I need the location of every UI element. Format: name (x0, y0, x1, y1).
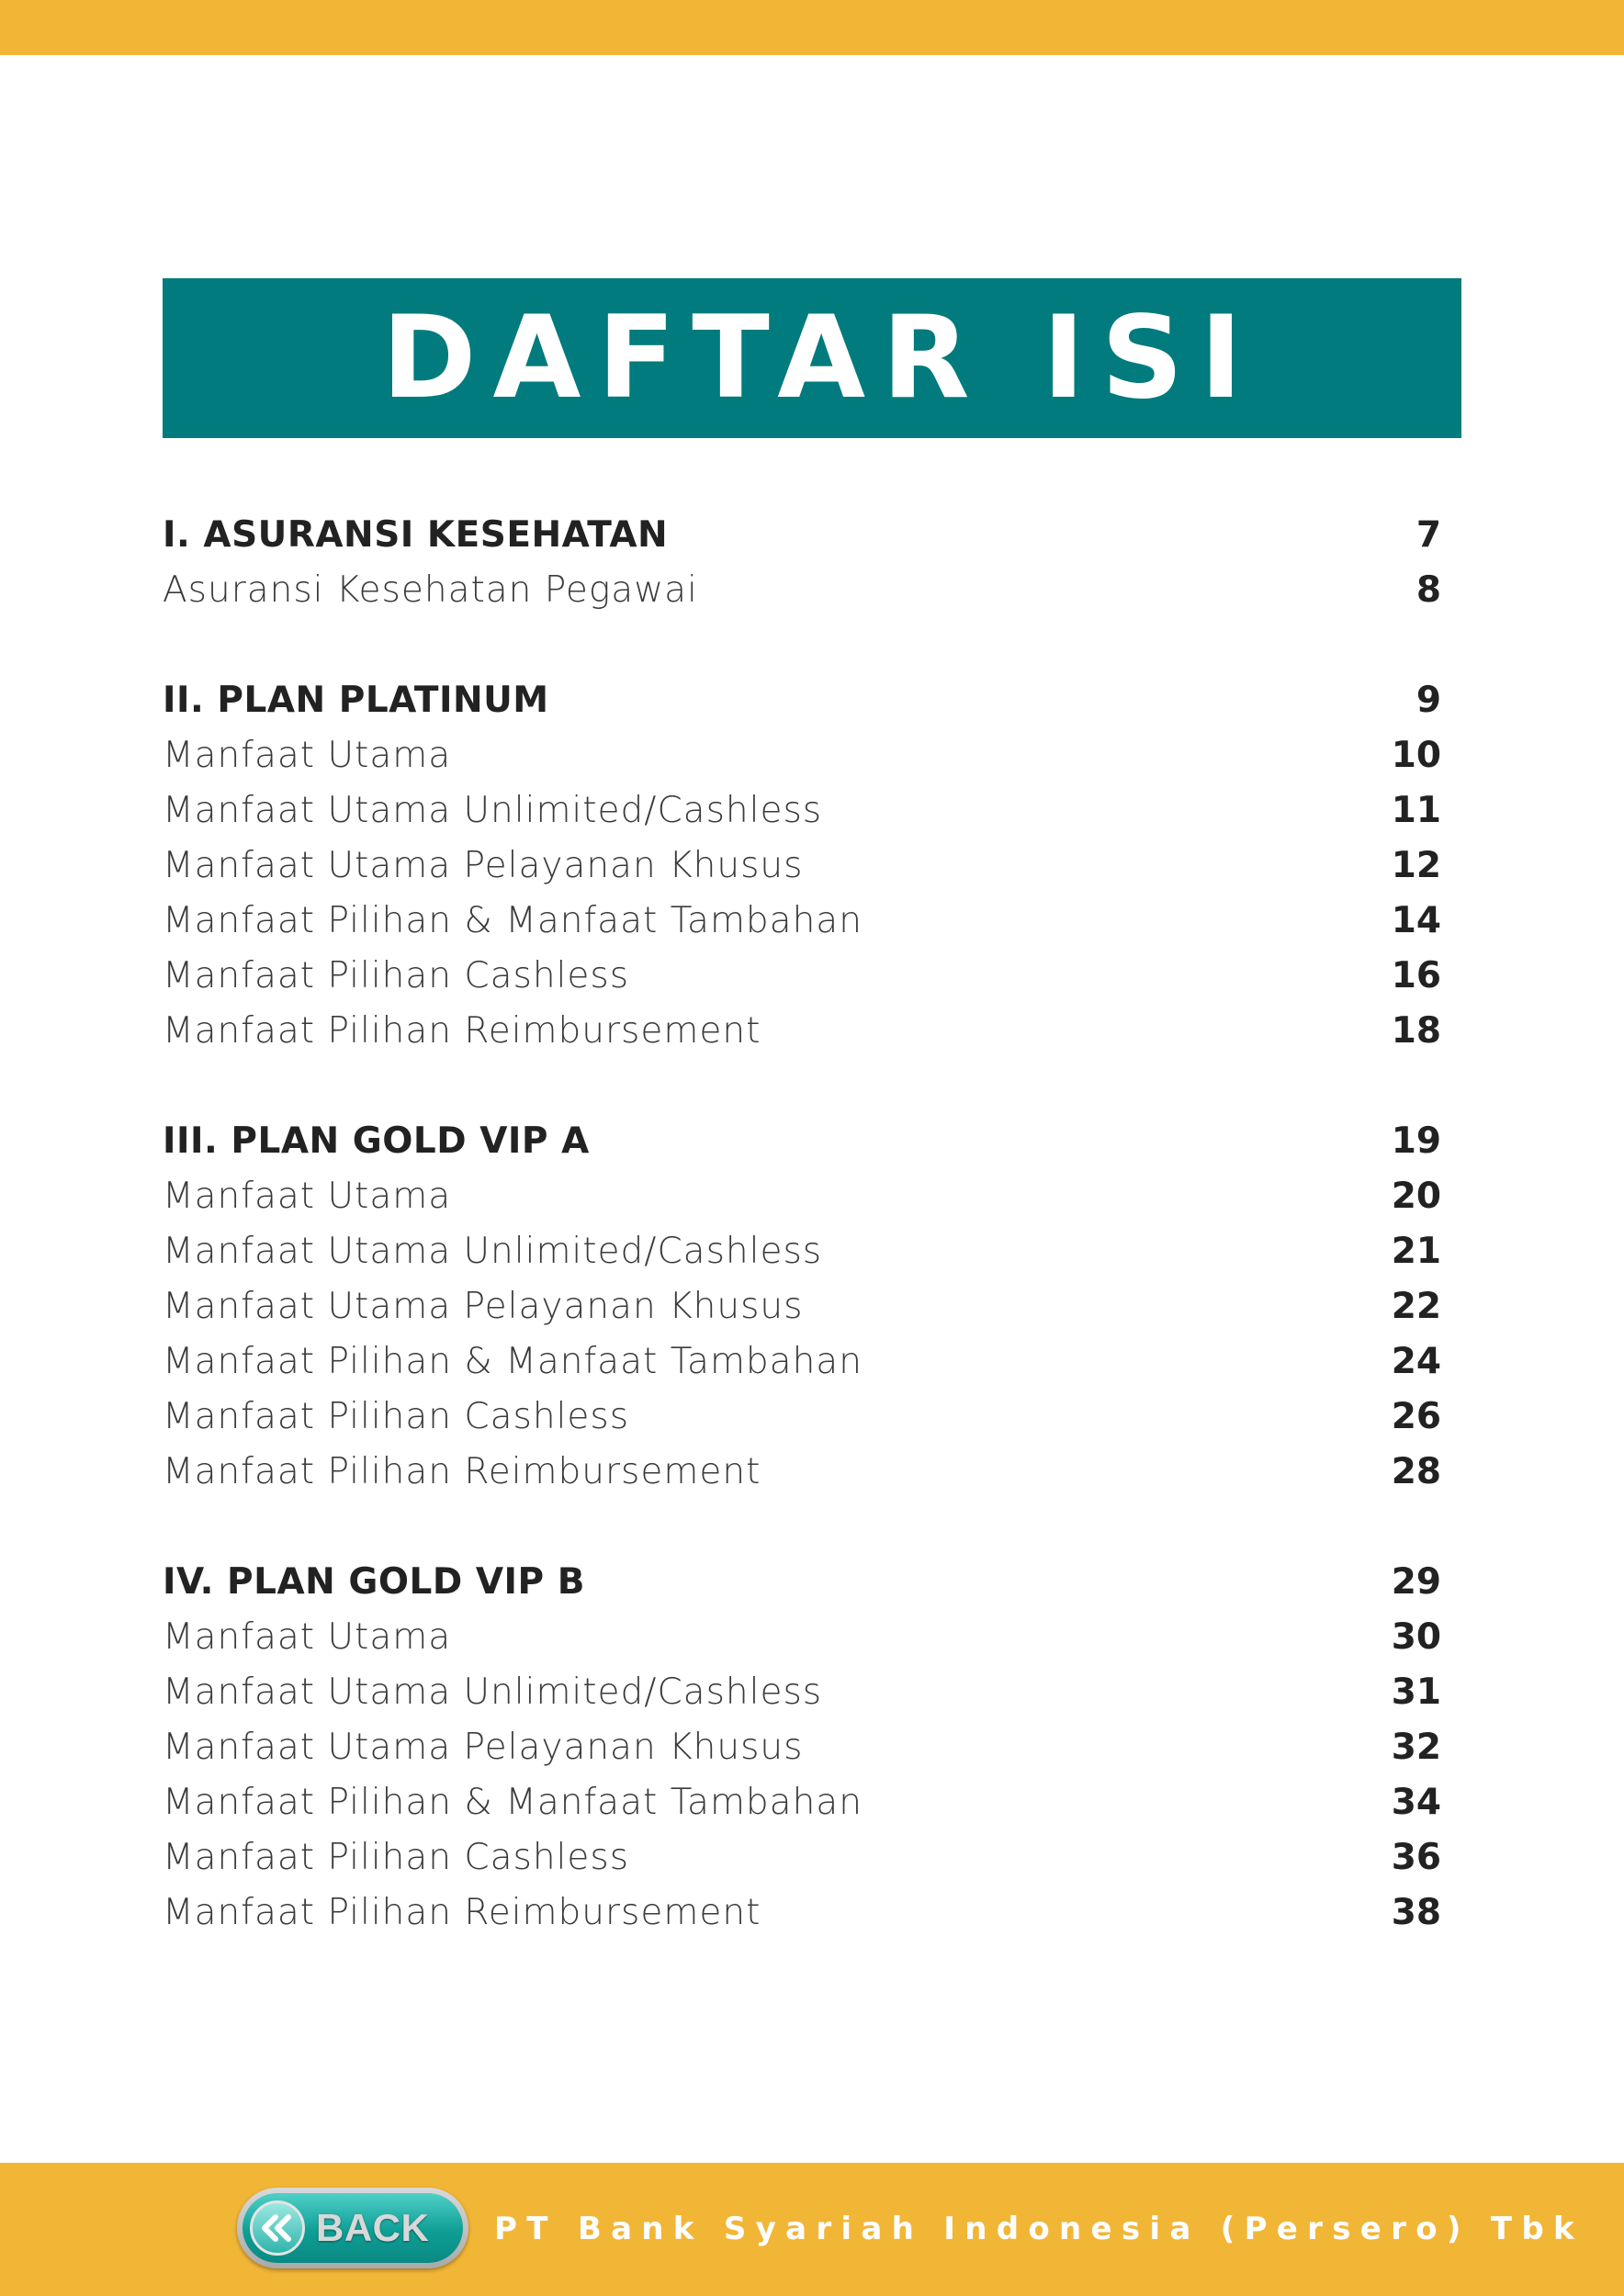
toc-entry-label: Manfaat Pilihan & Manfaat Tambahan (163, 1781, 863, 1823)
toc-heading-row[interactable] (163, 507, 1441, 562)
toc-entry[interactable] (163, 1389, 1441, 1444)
top-accent-bar (0, 0, 1624, 55)
toc-section-plan-gold-vip-b (163, 1554, 1441, 1940)
toc-entry-label: Manfaat Pilihan Cashless (163, 954, 630, 996)
toc-entry-label: Manfaat Utama Unlimited/Cashless (163, 1230, 823, 1272)
toc-page-number: 11 (1391, 789, 1441, 831)
toc-entry-label: Manfaat Utama Pelayanan Khusus (163, 1726, 804, 1768)
toc-page-number: 9 (1415, 679, 1441, 721)
toc-entry[interactable] (163, 1168, 1441, 1223)
toc-heading-label: II. PLAN PLATINUM (163, 679, 549, 721)
toc-page-number: 16 (1391, 954, 1441, 996)
toc-heading-label: I. ASURANSI KESEHATAN (163, 513, 669, 556)
toc-entry-label: Manfaat Utama Unlimited/Cashless (163, 1671, 823, 1713)
toc-page-number: 8 (1415, 568, 1441, 611)
toc-page-number: 22 (1391, 1285, 1441, 1327)
toc-entry-label: Manfaat Pilihan Cashless (163, 1395, 630, 1437)
toc-entry[interactable] (163, 1334, 1441, 1389)
toc-page-number: 29 (1391, 1560, 1441, 1603)
toc-page-number: 21 (1391, 1230, 1441, 1272)
toc-heading-label: IV. PLAN GOLD VIP B (163, 1560, 585, 1603)
toc-entry-label: Manfaat Pilihan Reimbursement (163, 1450, 761, 1492)
toc-page-number: 32 (1391, 1726, 1441, 1768)
toc-entry[interactable] (163, 782, 1441, 838)
toc-entry-label: Manfaat Utama (163, 1615, 452, 1658)
title-banner (163, 278, 1461, 438)
toc-entry[interactable] (163, 838, 1441, 893)
toc-entry[interactable] (163, 1003, 1441, 1058)
toc-entry-label: Manfaat Pilihan Cashless (163, 1836, 630, 1878)
toc-page-number: 30 (1391, 1615, 1441, 1658)
toc-entry-label: Manfaat Utama Pelayanan Khusus (163, 1285, 804, 1327)
page-title: DAFTAR ISI (381, 292, 1259, 424)
toc-section-plan-gold-vip-a (163, 1113, 1441, 1499)
toc-entry[interactable] (163, 1223, 1441, 1278)
toc-heading-row[interactable] (163, 1554, 1441, 1609)
toc-entry[interactable] (163, 1278, 1441, 1334)
back-button-face (242, 2193, 463, 2263)
company-name: PT Bank Syariah Indonesia (Persero) Tbk (494, 2211, 1584, 2247)
toc-page-number: 7 (1415, 513, 1441, 556)
table-of-contents (163, 507, 1441, 1995)
toc-page-number: 24 (1391, 1340, 1441, 1382)
toc-page-number: 38 (1391, 1891, 1441, 1933)
toc-entry[interactable] (163, 1774, 1441, 1829)
toc-entry[interactable] (163, 1664, 1441, 1719)
toc-page-number: 14 (1391, 899, 1441, 941)
toc-entry-label: Manfaat Pilihan Reimbursement (163, 1891, 761, 1933)
toc-page-number: 18 (1391, 1009, 1441, 1052)
toc-entry[interactable] (163, 1444, 1441, 1499)
back-button[interactable] (237, 2188, 468, 2268)
toc-heading-label: III. PLAN GOLD VIP A (163, 1120, 590, 1162)
toc-entry[interactable] (163, 1829, 1441, 1885)
toc-entry-label: Manfaat Utama (163, 734, 452, 776)
toc-page-number: 31 (1391, 1671, 1441, 1713)
toc-entry-label: Asuransi Kesehatan Pegawai (163, 568, 698, 611)
toc-page-number: 19 (1391, 1120, 1441, 1162)
toc-entry[interactable] (163, 1885, 1441, 1940)
toc-entry[interactable] (163, 562, 1441, 617)
toc-entry[interactable] (163, 727, 1441, 782)
toc-page-number: 20 (1391, 1175, 1441, 1217)
toc-section-plan-platinum (163, 672, 1441, 1058)
toc-heading-row[interactable] (163, 672, 1441, 727)
toc-entry-label: Manfaat Pilihan Reimbursement (163, 1009, 761, 1052)
toc-page-number: 28 (1391, 1450, 1441, 1492)
toc-page-number: 12 (1391, 844, 1441, 886)
toc-entry[interactable] (163, 1719, 1441, 1774)
toc-entry-label: Manfaat Pilihan & Manfaat Tambahan (163, 899, 863, 941)
toc-page-number: 34 (1391, 1781, 1441, 1823)
toc-entry-label: Manfaat Utama Unlimited/Cashless (163, 789, 823, 831)
toc-page-number: 26 (1391, 1395, 1441, 1437)
double-chevron-left-icon (250, 2200, 305, 2256)
toc-entry-label: Manfaat Pilihan & Manfaat Tambahan (163, 1340, 863, 1382)
back-button-label: BACK (316, 2206, 430, 2249)
toc-entry[interactable] (163, 948, 1441, 1003)
toc-heading-row[interactable] (163, 1113, 1441, 1168)
toc-entry-label: Manfaat Utama (163, 1175, 452, 1217)
toc-entry[interactable] (163, 1609, 1441, 1664)
toc-page-number: 36 (1391, 1836, 1441, 1878)
toc-section-asuransi-kesehatan (163, 507, 1441, 617)
toc-entry[interactable] (163, 893, 1441, 948)
toc-page-number: 10 (1391, 734, 1441, 776)
toc-entry-label: Manfaat Utama Pelayanan Khusus (163, 844, 804, 886)
